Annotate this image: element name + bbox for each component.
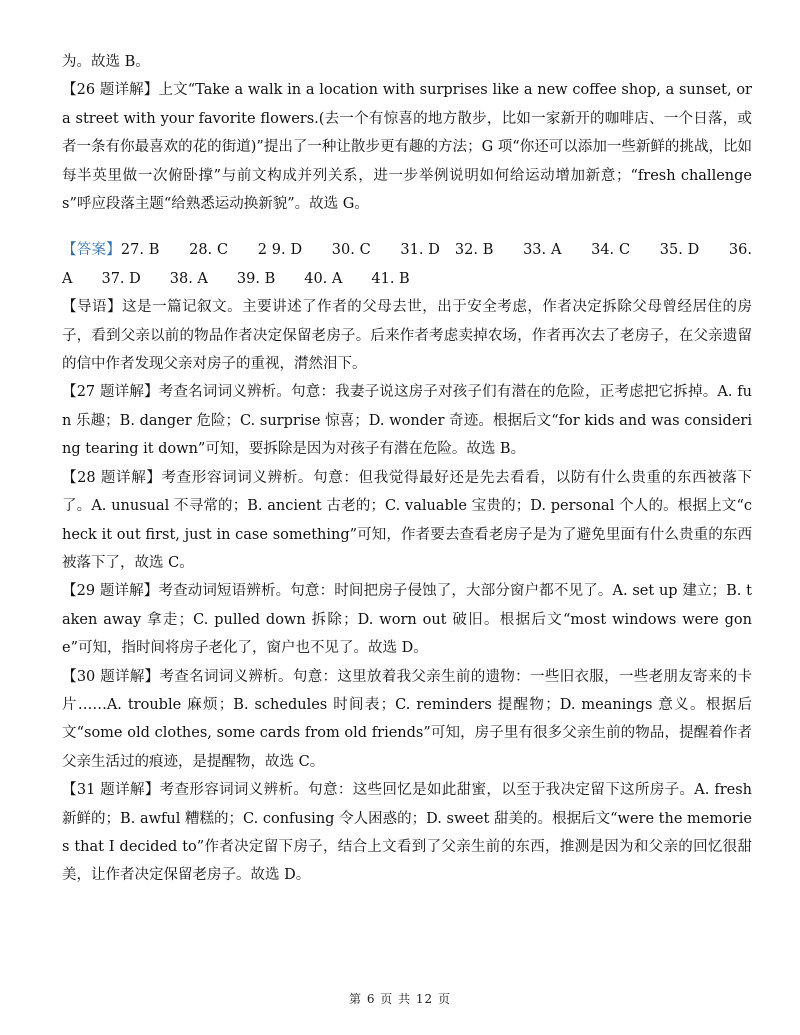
answers-label: 【答案】 <box>62 242 121 259</box>
paragraph-q30: 【30 题详解】考查名词词义辨析。句意：这里放着我父亲生前的遗物：一些旧衣服，一些老朋友寄来的卡片……A. trouble 麻烦；B. schedules 时间表；C. reminders 提醒物；D. meanings 意义。根据后文“some old clothes, some cards from old friends”可知，房子里有很多父亲生前的物品，提醒着作者父亲生活过的痕迹，是提醒物，故选 C。 <box>62 668 752 770</box>
section-gap <box>62 218 752 236</box>
page-number-footer: 第 6 页 共 12 页 <box>349 992 451 1006</box>
paragraph-q27: 【27 题详解】考查名词词义辨析。句意：我妻子说这房子对孩子们有潜在的危险，正考虑把它拆掉。A. fun 乐趣；B. danger 危险；C. surprise 惊喜；D. wonder 奇迹。根据后文“for kids and was considering tearing it down”可知，要拆除是因为对孩子有潜在危险。故选 B。 <box>62 384 752 458</box>
answers-line <box>62 236 752 293</box>
paragraph-q29: 【29 题详解】考查动词短语辨析。句意：时间把房子侵蚀了，大部分窗户都不见了。A. set up 建立；B. taken away 拿走；C. pulled down 拆除；D. worn out 破旧。根据后文“most windows were gone”可知，指时间将房子老化了，窗户也不见了。故选 D。 <box>62 583 752 657</box>
paragraph-guide: 【导语】这是一篇记叙文。主要讲述了作者的父母去世，出于安全考虑，作者决定拆除父母曾经居住的房子，看到父亲以前的物品作者决定保留老房子。后来作者考虑卖掉农场，作者再次去了老房子，在父亲遗留的信中作者发现父亲对房子的重视，潸然泪下。 <box>62 299 752 373</box>
paragraph-q28: 【28 题详解】考查形容词词义辨析。句意：但我觉得最好还是先去看看，以防有什么贵重的东西被落下了。A. unusual 不寻常的；B. ancient 古老的；C. valuable 宝贵的；D. personal 个人的。根据上文“check it out first, just in case something”可知，作者要去查看老房子是为了避免里面有什么贵重的东西被落下了，故选 C。 <box>62 469 752 571</box>
answers-text: 27. B 28. C 2 9. D 30. C 31. D 32. B 33. A 34. C 35. D 36. A 37. D 38. A 39. B 40. A 41. B <box>62 242 752 287</box>
paragraph-q31: 【31 题详解】考查形容词词义辨析。句意：这些回忆是如此甜蜜，以至于我决定留下这所房子。A. fresh 新鲜的；B. awful 糟糕的；C. confusing 令人困惑的；D. sweet 甜美的。根据后文“were the memories that I decided to”作者决定留下房子，结合上文看到了父亲生前的东西，推测是因为和父亲的回忆很甜美，让作者决定保留老房子。故选 D。 <box>62 782 752 884</box>
paragraph-q26: 【26 题详解】上文“Take a walk in a location with surprises like a new coffee shop, a sunset, or a street with your favorite flowers.(去一个有惊喜的地方散步，比如一家新开的咖啡店、一个日落，或者一条有你最喜欢的花的街道)”提出了一种让散步更有趣的方法；G 项“你还可以添加一些新鲜的挑战，比如每半英里做一次俯卧撑”与前文构成并列关系，进一步举例说明如何给运动增加新意；“fresh challenges”呼应段落主题“给熟悉运动换新貌”。故选 G。 <box>62 82 752 213</box>
document-page <box>62 48 752 890</box>
paragraph-prev-end: 为。故选 B。 <box>62 54 150 70</box>
